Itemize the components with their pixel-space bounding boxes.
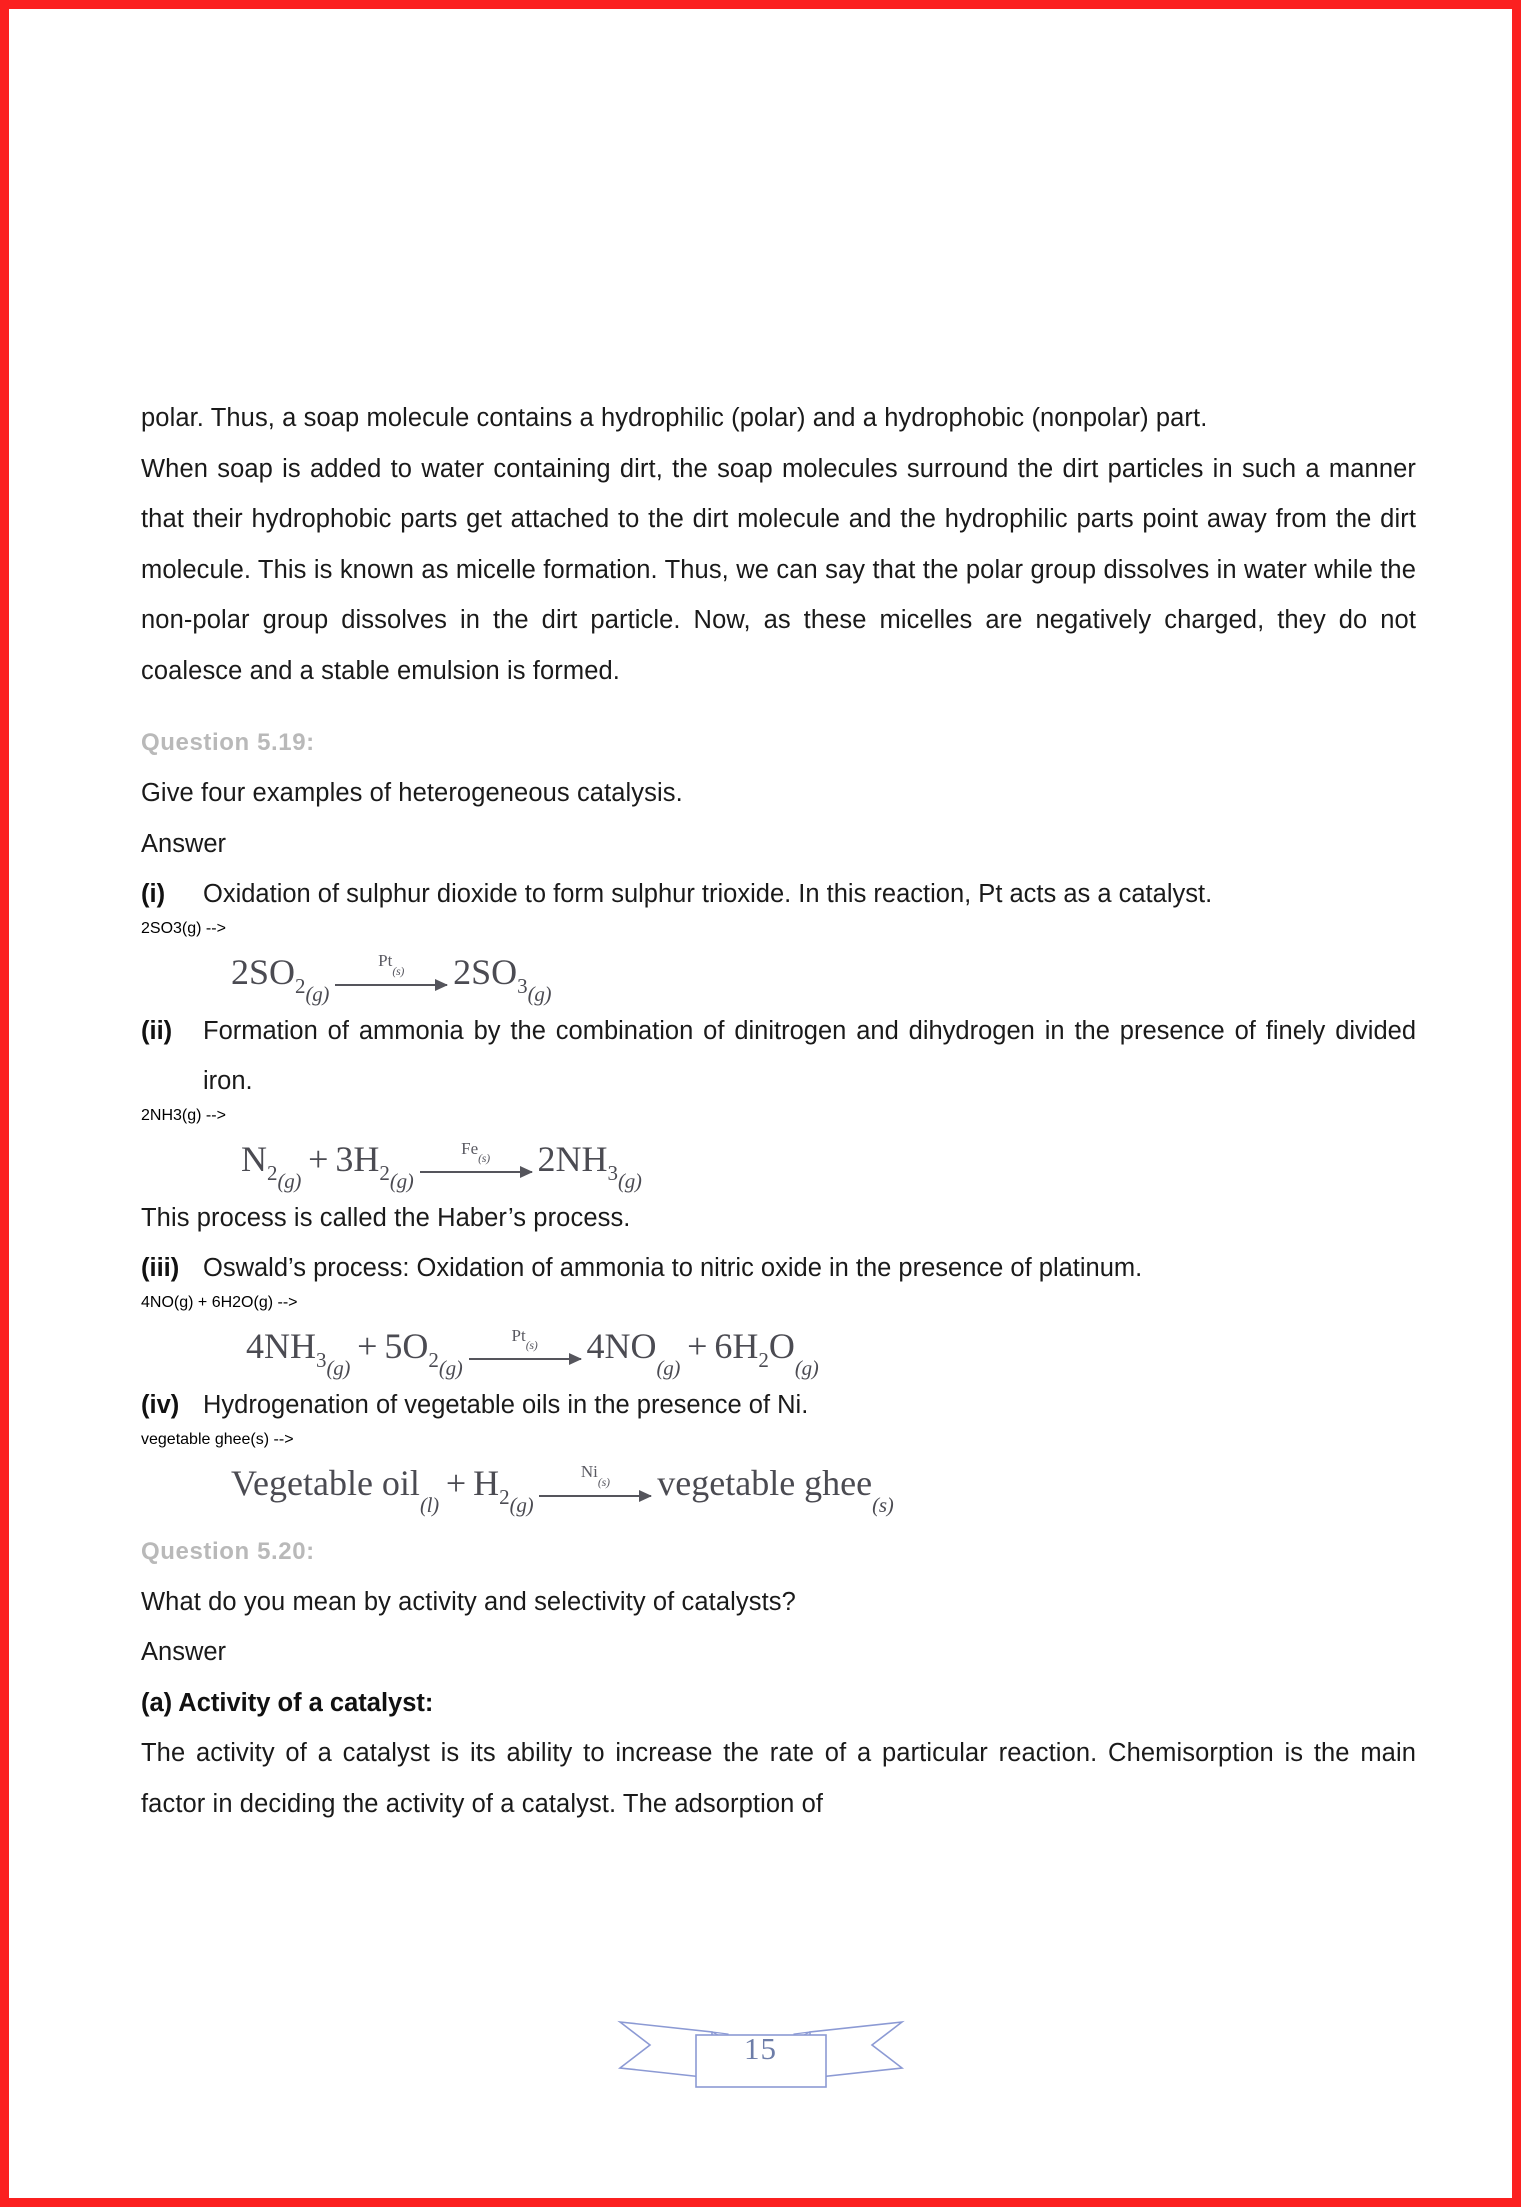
arrow-line [539,1488,651,1504]
equation-lhs: Vegetable $oil_{(l)}+ H_{2(g)}$ [231,1462,534,1517]
question-520-heading: Question 5.20: [141,1537,315,1565]
equation-lhs: $2SO_{2(g)}$ [231,951,330,1006]
list-item-marker: (ii) [141,1016,173,1045]
list-item [141,1380,1416,1431]
equation-ammonia-synthesis [141,1125,1416,1193]
arrow-line [420,1164,532,1180]
equation-rhs: vegetable ghee$_{(s)}$ [657,1462,894,1517]
arrow-line [469,1351,581,1367]
list-item-marker: (i) [141,880,166,908]
catalyst-label: $Pt_{(s)}$ [511,1325,538,1353]
haber-process-note: This process is called the Haber’s process. [141,1203,631,1232]
equation-rhs: $4NO_{(g)}+ 6H_2O_{(g)}$ [586,1325,819,1381]
question-520-paragraph: The activity of a catalyst is its ability to increase the rate of a particular reaction. Chemisorption is the main factor in deciding the activity of a catalyst. The adsorption of [141,1739,1416,1818]
question-520-prompt: What do you mean by activity and selectivity of catalysts? [141,1587,796,1616]
list-item [141,869,1416,920]
document-content: polar. Thus, a soap molecule contains a hydrophilic (polar) and a hydrophobic (nonpolar) part. When soap is added to water containing dirt, the soap molecules surround the dirt particles in such a manner that their hydrophobic parts get attached to the dirt molecule and the hydrophilic parts point away from the dirt molecule. This is known as micelle formation. Thus, we can say that the polar group dissolves in water while the non-polar group dissolves in the dirt particle. Now, as these micelles are negatively charged, they do not coalesce and a stable emulsion is formed. Question 5.19: Give four examples of heterogeneous catalysis. Answer (i) Oxidation of sulphur dioxide to form sulphur trioxide. In this reaction, Pt acts as a catalyst. 2SO3(g) --> $2SO_{2(g)}$ $Pt_{(s)}$ $2SO_{3(g)}$ (ii) Formation of ammonia by the combination of dinitrogen and dihydrogen in the presence of finely divided iron. 2NH3(g) --> $N_{2(g)}+ 3H_{2(g)}$ $Fe_{(s)}$ $2NH_{3(g)}$ This process is called the Haber’s process. (iii) Oswald’s process: Oxidation of ammonia to nitric oxide in the presence of platinum. 4NO(g) + 6H2O(g) --> $4NH_{3(g)}+ 5O_{2(g)}$ $Pt_{(s)}$ $4NO_{(g)}+ 6H_2O_{(g)}$ (iv) Hydrogenation of vegetable oils in the presence of Ni. vegetable ghee(s) --> Vegetable $oil_{(l)}+ H_{2(g)}$ $Ni_{(s)}$ vegetable ghee$_{(s)}$ Question 5.20: What do you mean by activity and selectivity of catalysts? Answer (a) Activity of a catalyst: The activity of a catalyst is its ability to increase the rate of a particular reaction. Chemisorption is the main factor in deciding the activity of a catalyst. The adsorption of [141,393,1416,1829]
equation-lhs: $N_{2(g)}+ 3H_{2(g)}$ [241,1138,414,1193]
catalyst-label: $Fe_{(s)}$ [461,1138,490,1165]
intro-paragraph-1: polar. Thus, a soap molecule contains a hydrophilic (polar) and a hydrophobic (nonpolar) part. [141,404,1208,432]
page-canvas [18,18,1503,2189]
arrow-line [335,977,447,993]
equation-so2-oxidation [141,938,1416,1006]
question-519-answer-label: Answer [141,829,227,858]
page-number-label: 15 [744,2031,777,2066]
equation-lhs: $4NH_{3(g)}+ 5O_{2(g)}$ [246,1325,463,1381]
list-item-text: Formation of ammonia by the combination of dinitrogen and dihydrogen in the presence of finely divided iron. [203,1016,1416,1096]
equation-rhs: $2SO_{3(g)}$ [453,951,552,1006]
activity-of-catalyst-subheading: (a) Activity of a catalyst: [141,1688,434,1717]
reaction-arrow-icon [420,1140,532,1180]
list-item-text: Oswald’s process: Oxidation of ammonia to nitric oxide in the presence of platinum. [203,1254,1143,1283]
equation-ostwald-process [141,1312,1416,1380]
reaction-arrow-icon [469,1327,581,1367]
reaction-arrow-icon [335,952,447,992]
question-520-answer-label: Answer [141,1638,227,1667]
question-519-prompt: Give four examples of heterogeneous catalysis. [141,779,683,807]
list-item [141,1006,1416,1107]
list-item-text: Oxidation of sulphur dioxide to form sulphur trioxide. In this reaction, Pt acts as a catalyst. [203,880,1213,908]
equation-vegetable-ghee [141,1449,1416,1517]
list-item-text: Hydrogenation of vegetable oils in the presence of Ni. [203,1391,809,1420]
intro-paragraph-2: When soap is added to water containing dirt, the soap molecules surround the dirt particles in such a manner that their hydrophobic parts get attached to the dirt molecule and the hydrophilic parts point away from the dirt molecule. This is known as micelle formation. Thus, we can say that the polar group dissolves in water while the non-polar group dissolves in the dirt particle. Now, as these micelles are negatively charged, they do not coalesce and a stable emulsion is formed. [141,454,1416,685]
catalyst-label: $Pt_{(s)}$ [378,951,405,978]
list-item-marker: (iv) [141,1391,180,1420]
reaction-arrow-icon [539,1463,651,1503]
equation-rhs: $2NH_{3(g)}$ [537,1138,642,1193]
list-item-marker: (iii) [141,1254,180,1283]
question-519-heading: Question 5.19: [141,729,315,756]
list-item [141,1243,1416,1294]
catalyst-label: $Ni_{(s)}$ [580,1462,610,1489]
